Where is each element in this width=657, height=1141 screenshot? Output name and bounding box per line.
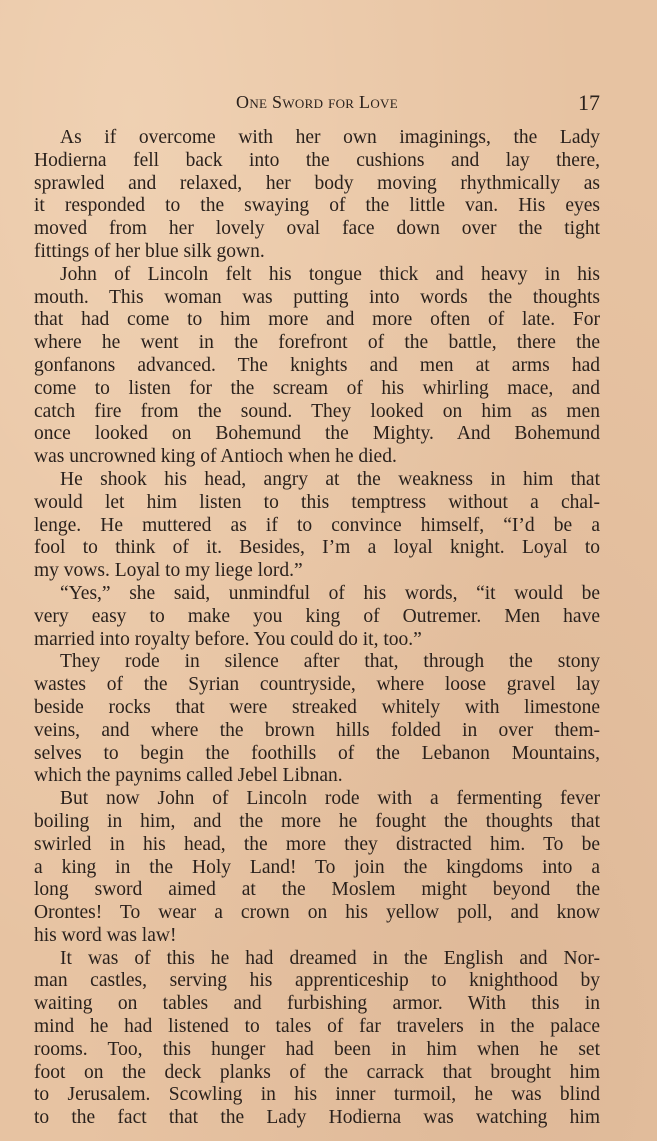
text-line: moved from her lovely oval face down over the tight — [34, 218, 600, 240]
text-line: that had come to him more and more often of late. For — [34, 309, 600, 331]
text-line: once looked on Bohemund the Mighty. And Bohemund — [34, 423, 600, 445]
text-line: “Yes,” she said, unmindful of his words, “it would be — [60, 582, 600, 604]
running-title: One Sword for Love — [236, 92, 398, 112]
text-line: fool to think of it. Besides, I’m a loyal knight. Loyal to — [34, 537, 600, 559]
text-line: my vows. Loyal to my liege lord.” — [34, 560, 303, 582]
text-line: But now John of Lincoln rode with a fermenting fever — [60, 788, 600, 810]
page-number: 17 — [578, 90, 600, 115]
text-line: was uncrowned king of Antioch when he died. — [34, 446, 397, 468]
text-line: mouth. This woman was putting into words the thoughts — [34, 286, 600, 308]
text-line: rooms. Too, this hunger had been in him when he set — [34, 1038, 600, 1060]
text-line: very easy to make you king of Outremer. Men have — [34, 605, 600, 627]
text-line: Orontes! To wear a crown on his yellow poll, and know — [34, 902, 600, 924]
text-line: John of Lincoln felt his tongue thick and heavy in his — [60, 263, 600, 285]
text-line: swirled in his head, the more they distracted him. To be — [34, 833, 600, 855]
text-line: long sword aimed at the Moslem might beyond the — [34, 879, 600, 901]
text-line: to the fact that the Lady Hodierna was watching him — [34, 1107, 600, 1129]
text-line: waiting on tables and furbishing armor. With this in — [34, 993, 600, 1015]
body-text — [34, 127, 600, 1130]
page-header — [34, 92, 600, 118]
text-line: He shook his head, angry at the weakness in him that — [60, 468, 600, 490]
text-line: It was of this he had dreamed in the English and Nor- — [60, 947, 600, 969]
text-line: where he went in the forefront of the battle, there the — [34, 332, 600, 354]
text-line: a king in the Holy Land! To join the kingdoms into a — [34, 856, 600, 878]
text-line: foot on the deck planks of the carrack that brought him — [34, 1061, 600, 1083]
text-line: fittings of her blue silk gown. — [34, 240, 265, 262]
text-line: come to listen for the scream of his whirling mace, and — [34, 377, 600, 399]
text-line: Hodierna fell back into the cushions and lay there, — [34, 149, 600, 171]
text-line: sprawled and relaxed, her body moving rhythmically as — [34, 172, 600, 194]
text-line: boiling in him, and the more he fought the thoughts that — [34, 810, 600, 832]
text-line: selves to begin the foothills of the Lebanon Mountains, — [34, 742, 600, 764]
text-line: catch fire from the sound. They looked on him as men — [34, 400, 600, 422]
text-line: lenge. He muttered as if to convince himself, “I’d be a — [34, 514, 600, 536]
text-line: to Jerusalem. Scowling in his inner turmoil, he was blind — [34, 1084, 600, 1106]
text-line: wastes of the Syrian countryside, where loose gravel lay — [34, 674, 600, 696]
text-line: which the paynims called Jebel Libnan. — [34, 765, 343, 787]
text-line: They rode in silence after that, through the stony — [60, 651, 600, 673]
text-line: gonfanons advanced. The knights and men at arms had — [34, 354, 600, 376]
text-line: his word was law! — [34, 924, 177, 946]
text-line: beside rocks that were streaked whitely with limestone — [34, 696, 600, 718]
text-line: married into royalty before. You could do it, too.” — [34, 628, 422, 650]
text-line: would let him listen to this temptress without a chal- — [34, 491, 600, 513]
text-line: mind he had listened to tales of far travelers in the palace — [34, 1016, 600, 1038]
text-line: veins, and where the brown hills folded in over them- — [34, 719, 600, 741]
text-line: man castles, serving his apprenticeship to knighthood by — [34, 970, 600, 992]
text-line: As if overcome with her own imaginings, the Lady — [60, 127, 600, 148]
text-line: it responded to the swaying of the little van. His eyes — [34, 195, 600, 217]
